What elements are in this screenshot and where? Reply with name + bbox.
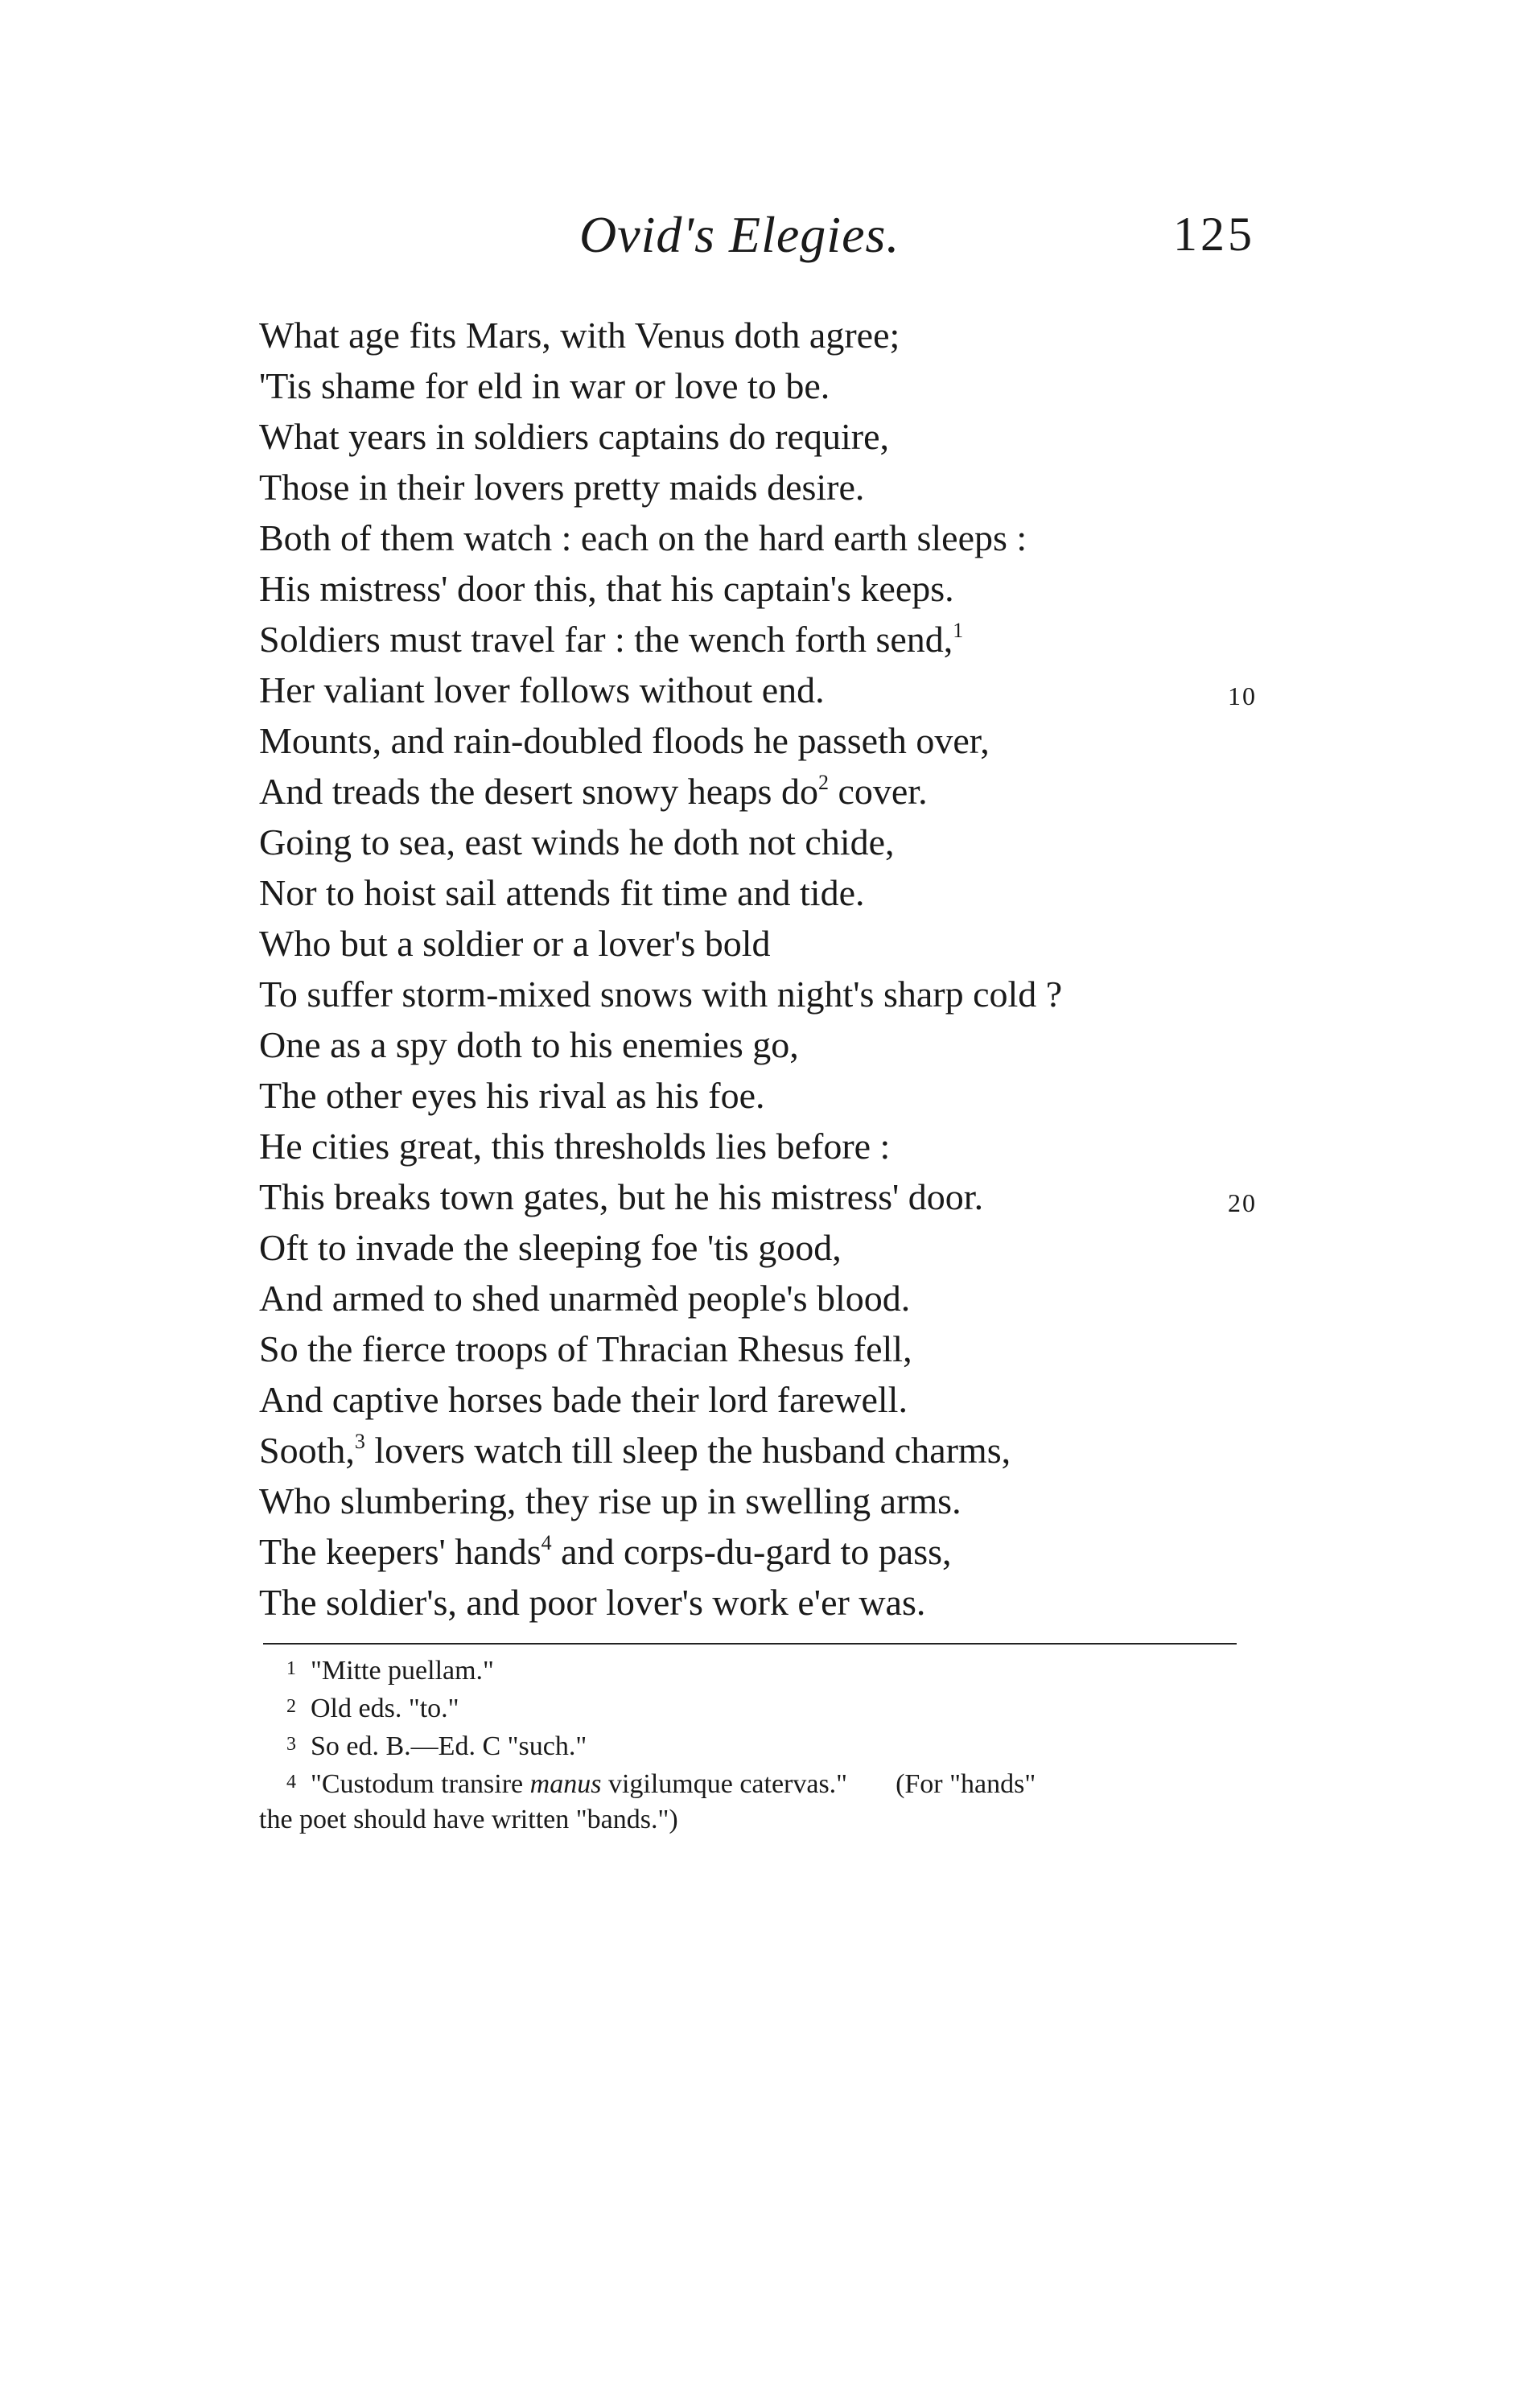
- verse-line: [259, 1121, 1257, 1171]
- line-number: 10: [1228, 681, 1257, 710]
- running-head: [257, 205, 1255, 278]
- verse-text: Nor to hoist sail attends fit time and tide.: [259, 872, 865, 913]
- footnote-4: [259, 1764, 1249, 1838]
- verse-line: [259, 563, 1257, 614]
- verse-line: [259, 766, 1257, 817]
- footnote-2: [259, 1689, 1249, 1727]
- footnotes: [259, 1651, 1249, 1838]
- line-number: 20: [1228, 1188, 1257, 1217]
- verse-text: Both of them watch : each on the hard earth sleeps :: [259, 517, 1027, 558]
- running-title: Ovid's Elegies.: [579, 206, 900, 263]
- footnote-reference: 3: [354, 1430, 365, 1453]
- footnote-divider: [263, 1643, 1237, 1645]
- footnote-text: vigilumque catervas.": [601, 1769, 848, 1799]
- verse-text: Who slumbering, they rise up in swelling arms.: [259, 1480, 961, 1521]
- verse-line: [259, 817, 1257, 867]
- footnote-text: "Custodum transire: [311, 1769, 530, 1799]
- verse-text: Her valiant lover follows without end.: [259, 669, 825, 710]
- verse-line: [259, 1019, 1257, 1070]
- verse-line: [259, 1323, 1257, 1374]
- page-number: 125: [1173, 208, 1255, 261]
- verse-line: [259, 462, 1257, 513]
- verse-line: [259, 1222, 1257, 1273]
- verse-text: And treads the desert snowy heaps do: [259, 771, 818, 812]
- verse-line: [259, 1425, 1257, 1476]
- verse-line: [259, 1577, 1257, 1628]
- verse-line: [259, 969, 1257, 1019]
- verse-line: [259, 411, 1257, 462]
- verse-text: The other eyes his rival as his foe.: [259, 1075, 765, 1116]
- verse-line: [259, 867, 1257, 918]
- verse-text: This breaks town gates, but he his mistress' door.: [259, 1176, 984, 1217]
- verse-line: [259, 1476, 1257, 1526]
- verse-line: [259, 1273, 1257, 1323]
- verse-text: And armed to shed unarmèd people's blood.: [259, 1278, 911, 1319]
- verse-text: His mistress' door this, that his captain's keeps.: [259, 568, 954, 609]
- footnote-italic: manus: [529, 1769, 602, 1799]
- verse-line: [259, 1374, 1257, 1425]
- footnote-mark: 1: [286, 1658, 296, 1679]
- footnote-mark: 2: [286, 1696, 296, 1717]
- footnote-text: Old eds. "to.": [311, 1694, 459, 1723]
- verse-text: Mounts, and rain-doubled floods he passeth over,: [259, 720, 990, 761]
- footnote-text: "Mitte puellam.": [311, 1656, 494, 1686]
- verse-text: and corps-du-gard to pass,: [551, 1531, 952, 1572]
- verse-text: So the fierce troops of Thracian Rhesus fell,: [259, 1328, 912, 1369]
- verse-line: [259, 360, 1257, 411]
- footnote-mark: 4: [286, 1772, 296, 1793]
- verse-text: Sooth,: [259, 1430, 355, 1471]
- verse-text: What years in soldiers captains do require,: [259, 416, 890, 457]
- footnote-3: [259, 1727, 1249, 1764]
- verse-line: [259, 918, 1257, 969]
- verse-text: One as a spy doth to his enemies go,: [259, 1024, 799, 1065]
- footnote-mark: 3: [286, 1734, 296, 1755]
- verse-text: Oft to invade the sleeping foe 'tis good,: [259, 1227, 842, 1268]
- footnote-1: [259, 1651, 1249, 1689]
- verse-line: [259, 310, 1257, 360]
- footnote-reference: 4: [541, 1531, 552, 1554]
- verse-text: And captive horses bade their lord farewell.: [259, 1379, 908, 1420]
- verse-text: Who but a soldier or a lover's bold: [259, 923, 771, 964]
- verse-line: [259, 513, 1257, 563]
- verse-text: The soldier's, and poor lover's work e'er was.: [259, 1582, 926, 1623]
- verse-line: [259, 614, 1257, 665]
- verse-line: [259, 1171, 1257, 1222]
- verse-line: [259, 1070, 1257, 1121]
- verse-text: cover.: [828, 771, 928, 812]
- verse-text: Soldiers must travel far : the wench forth send,: [259, 619, 953, 660]
- verse-line: [259, 665, 1257, 715]
- verse-text: To suffer storm-mixed snows with night's sharp cold ?: [259, 974, 1063, 1015]
- verse-line: [259, 715, 1257, 766]
- footnote-text: (For "hands": [896, 1769, 1036, 1799]
- footnote-continuation: the poet should have written "bands."): [259, 1805, 678, 1834]
- verse-text: 'Tis shame for eld in war or love to be.: [259, 365, 830, 406]
- verse-text: Those in their lovers pretty maids desire.: [259, 467, 865, 508]
- footnote-text: So ed. B.—Ed. C "such.": [311, 1731, 587, 1761]
- poem-body: [259, 310, 1257, 1628]
- footnote-reference: 1: [953, 619, 964, 642]
- footnote-reference: 2: [817, 771, 829, 794]
- verse-text: The keepers' hands: [259, 1531, 541, 1572]
- verse-text: He cities great, this thresholds lies before :: [259, 1126, 891, 1167]
- verse-text: lovers watch till sleep the husband charms,: [364, 1430, 1011, 1471]
- verse-text: What age fits Mars, with Venus doth agree;: [259, 315, 900, 356]
- verse-line: [259, 1526, 1257, 1577]
- verse-text: Going to sea, east winds he doth not chide,: [259, 821, 895, 862]
